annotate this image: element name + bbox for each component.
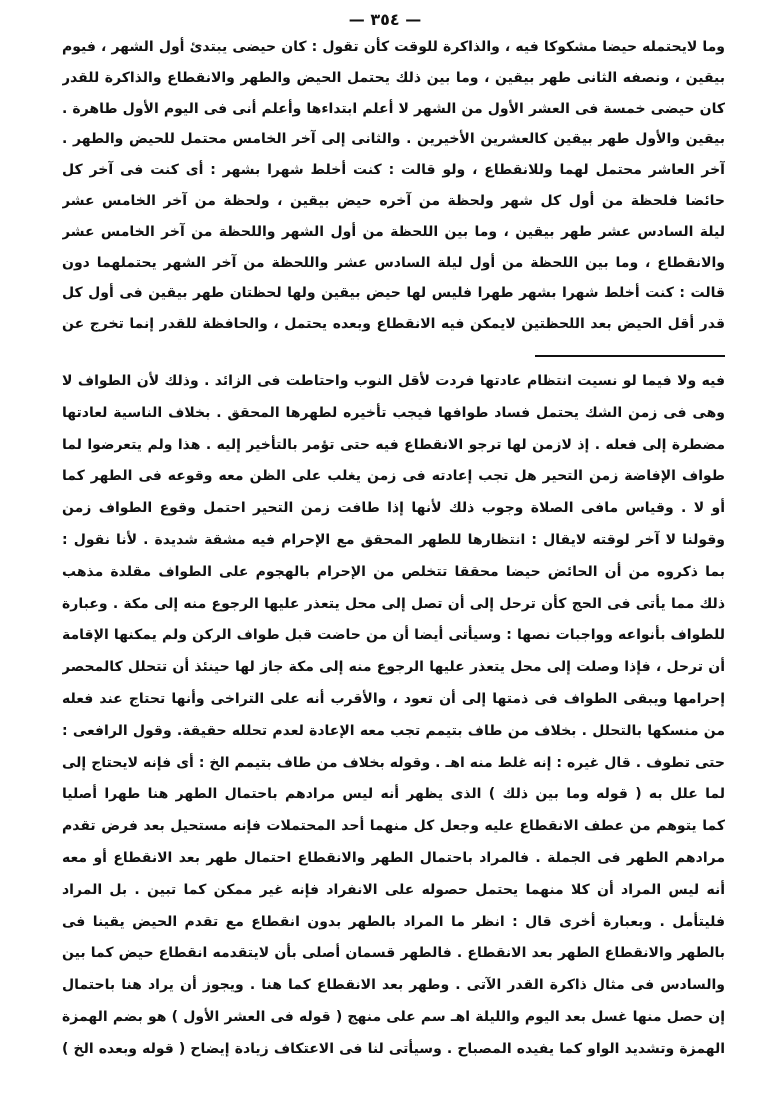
footnote-line: بما ذكروه من أن الحائض حيضا محققا تتخلص من الإحرام بالهجوم على الطواف مقلدة مذهب	[62, 563, 725, 580]
footnote-line: الهمزة وتشديد الواو كما يفيده المصباح . وسيأتى لنا فى الاعتكاف زيادة إيضاح ( قوله وبعده الخ )	[62, 1040, 725, 1057]
main-text-line: قالت : كنت أخلط شهرا بشهر طهرا فليس لها حيض بيقين ولها لحظتان طهر بيقين فى أول كل	[62, 285, 725, 302]
main-text-line: قدر أقل الحيض بعد اللحظتين لايمكن فيه الانقطاع وبعده يحتمل ، والحافظة للقدر إنما تخرج عن	[62, 316, 725, 333]
main-text-line: بيقين ، ونصفه الثانى طهر بيقين ، وما بين ذلك يحتمل الحيض والطهر والانقطاع والذاكرة للقدر	[62, 69, 725, 86]
main-text-line: وما لايحتمله حيضا مشكوكا فيه ، والذاكرة للوقت كأن تقول : كان حيضى يبتدئ أول الشهر ، فيوم	[62, 39, 725, 55]
footnote-line: بالطهر والانقطاع الطهر بعد الانقطاع . فالطهر قسمان أصلى بأن لايتقدمه انقطاع حيض كما بين	[62, 945, 725, 962]
footnote-line: مرادهم الطهر فى الجملة . فالمراد باحتمال الطهر والانقطاع احتمال طهر بعد الانقطاع أو معه	[62, 849, 725, 866]
footnote-line: لما علل به ( قوله وما بين ذلك ) الذى يظهر أنه ليس مرادهم باحتمال الطهر هنا طهرا أصليا	[62, 786, 725, 803]
main-text-block	[62, 32, 725, 340]
footnote-line: وقولنا لا آخر لوقته لايقال : انتظارها للطهر المحقق مع الإحرام فيه مشقة شديدة . لأنا نقول :	[62, 531, 725, 548]
main-text-line: بيقين والأول طهر بيقين كالعشرين الأخيرين . والثانى إلى آخر الخامس محتمل للحيض والطهر .	[62, 131, 725, 148]
footnote-line: كما يتوهم من عطف الانقطاع عليه وجعل كل منهما أحد المحتملات فإنه مستحيل بعد فرض تقدم	[62, 818, 725, 835]
footnote-line: للطواف بأنواعه وواجبات نصها : وسيأتى أيضا أن من حاضت قبل طواف الركن ولم يمكنها الإقامة	[62, 627, 725, 644]
main-text-line: ليلة السادس عشر طهر بيقين ، وما بين اللحظة من أول الشهر واللحظة من آخر الخامس عشر	[62, 223, 725, 240]
footnote-line: فيه ولا فيما لو نسيت انتظام عادتها فردت لأقل النوب واحتاطت فى الزائد . وذلك لأن الطواف لا	[62, 373, 725, 389]
footnote-line: أو لا . وقياس مافى الصلاة وجوب ذلك لأنها إذا طافت زمن التحير احتمل وقوع الطواف زمن	[62, 500, 725, 517]
footnote-line: طواف الإفاضة زمن التحير هل تجب إعادته فى زمن يغلب على الظن معه وقوعه فى الطهر كما	[62, 468, 725, 485]
footnote-line: إحرامها ويبقى الطواف فى ذمتها إلى أن تعود ، والأقرب أنه على التراخى وأنها تحتاج عند فعله	[62, 690, 725, 707]
footnote-line: مضطرة إلى فعله . إذ لازمن لها ترجو الانقطاع فيه حتى تؤمر بالتأخير إليه . هذا ولم يتعرضوا لما	[62, 436, 725, 453]
footnote-line: وهى فى زمن الشك يحتمل فساد طوافها فيجب تأخيره لطهرها المحقق . بخلاف الناسية لعادتها	[62, 404, 725, 421]
footnote-separator	[535, 355, 725, 357]
footnote-line: والسادس فى مثال ذاكرة القدر الآتى . وطهر بعد الانقطاع كما هنا . ويجوز أن يراد هنا باحتمال	[62, 977, 725, 994]
main-text-line: والانقطاع ، وما بين اللحظة من أول ليلة السادس عشر واللحظة من آخر الشهر يحتملهما دون	[62, 254, 725, 271]
footnote-line: حتى تطوف . قال غيره : إنه غلط منه اهـ . وقوله بخلاف من طاف بتيمم الخ : أى فإنه لايحتاج إلى	[62, 754, 725, 771]
footnote-line: من منسكها بالتحلل . بخلاف من طاف بتيمم تجب معه الإعادة لعدم تحلله حقيقة. وقول الرافعى :	[62, 722, 725, 739]
page-number: — ٣٥٤ —	[348, 10, 422, 29]
footnote-text-block	[62, 366, 725, 1066]
main-text-line: كان حيضى خمسة فى العشر الأول من الشهر لا أعلم ابتداءها وأعلم أنى فى اليوم الأول طاهرة .	[62, 100, 725, 117]
footnote-line: أنه ليس المراد أن كلا منهما يحتمل حصوله على الانفراد فإنه غير ممكن كما تبين . بل المراد	[62, 881, 725, 898]
footnote-line: أن ترحل ، فإذا وصلت إلى محل يتعذر عليها الرجوع منه إلى مكة جاز لها حينئذ أن تتحلل كالمحصر	[62, 659, 725, 676]
footnote-line: ذلك مما يأتى فى الحج كأن ترحل إلى أن تصل إلى محل يتعذر عليها الرجوع منه إلى مكة . وعبارة	[62, 595, 725, 612]
footnote-line: فليتأمل . وبعبارة أخرى قال : انظر ما المراد بالطهر بدون انقطاع مع تقدم الحيض يقينا فى	[62, 913, 725, 930]
main-text-line: آخر العاشر محتمل لهما وللانقطاع ، ولو قالت : كنت أخلط شهرا بشهر : أى كنت فى آخر كل	[62, 162, 725, 179]
footnote-line: إن حصل منها غسل بعد اليوم والليلة اهـ سم على منهج ( قوله فى العشر الأول ) هو بضم الهمزة	[62, 1008, 725, 1025]
main-text-line: حائضا فلحظة من أول كل شهر ولحظة من آخره حيض بيقين ، ولحظة من آخر الخامس عشر	[62, 192, 725, 209]
